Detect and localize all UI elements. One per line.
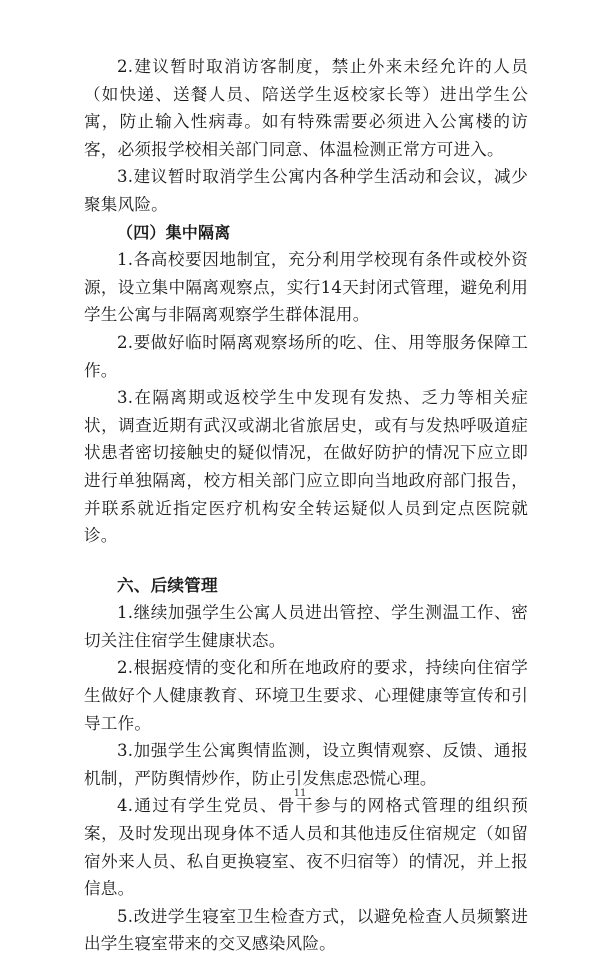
paragraph-grid-management: 4.通过有学生党员、骨干参与的网格式管理的组织预案，及时发现出现身体不适人员和其他违反住宿规定（如留宿外来人员、私自更换寝室、夜不归宿等）的情况，并上报信息。 — [84, 796, 528, 899]
paragraph-suspected-cases: 3.在隔离期或返校学生中发现有发热、乏力等相关症状，调查近期有武汉或湖北省旅居史，或有与发热呼吸道症状患者密切接触史的疑似情况，在做好防护的情况下应立即进行单独隔离，校方相关部门应立即向当地政府部门报告，并联系就近指定医疗机构安全转运疑似人员到定点医院就诊。 — [84, 388, 528, 546]
paragraph-visitor-policy: 2.建议暂时取消访客制度，禁止外来未经允许的人员（如快递、送餐人员、陪送学生返校家长等）进出学生公寓，防止输入性病毒。如有特殊需要必须进入公寓楼的访客，必须报学校相关部门同意、体温检测正常方可进入。 — [84, 57, 528, 159]
paragraph-quarantine-services: 2.要做好临时隔离观察场所的吃、住、用等服务保障工作。 — [84, 332, 528, 380]
section-heading-followup: 六、后续管理 — [117, 575, 218, 595]
paragraph-health-education: 2.根据疫情的变化和所在地政府的要求，持续向住宿学生做好个人健康教育、环境卫生要求、心理健康等宣传和引导工作。 — [84, 658, 528, 733]
page-body — [84, 53, 528, 958]
section-heading-quarantine: （四）集中隔离 — [117, 222, 231, 242]
paragraph-entry-control: 1.继续加强学生公寓人员进出管控、学生测温工作、密切关注住宿学生健康状态。 — [84, 603, 528, 650]
paragraph-cancel-activities: 3.建议暂时取消学生公寓内各种学生活动和会议，减少聚集风险。 — [84, 167, 528, 214]
paragraph-opinion-monitoring: 3.加强学生公寓舆情监测，设立舆情观察、反馈、通报机制，严防舆情炒作，防止引发焦虑恐慌心理。 — [84, 741, 528, 788]
page-number: 11 — [293, 788, 307, 799]
paragraph-quarantine-sites: 1.各高校要因地制宜，充分利用学校现有条件或校外资源，设立集中隔离观察点，实行14天封闭式管理，避免利用学生公寓与非隔离观察学生群体混用。 — [84, 250, 528, 325]
paragraph-dorm-inspection: 5.改进学生寝室卫生检查方式，以避免检查人员频繁进出学生寝室带来的交叉感染风险。 — [84, 906, 528, 954]
